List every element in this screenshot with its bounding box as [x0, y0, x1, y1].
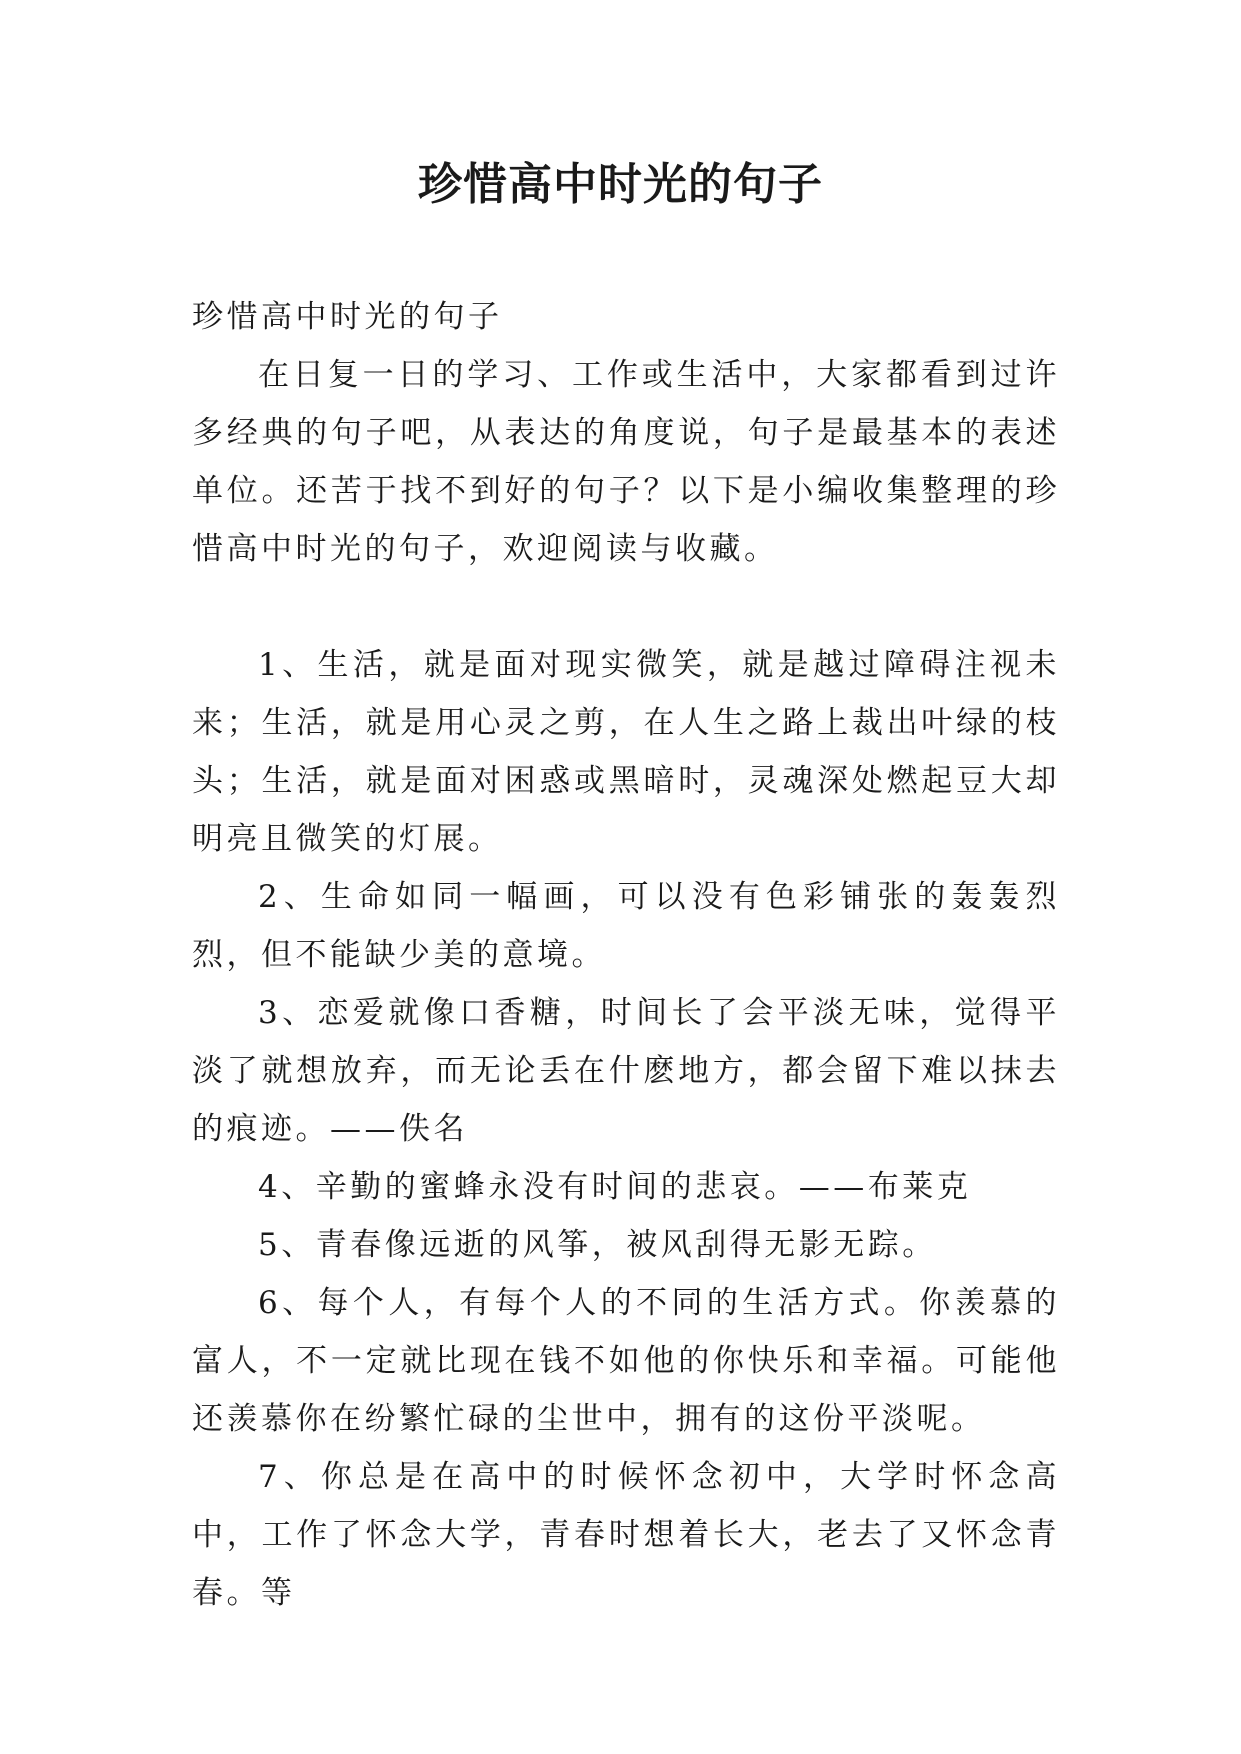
- subtitle-line: 珍惜高中时光的句子: [192, 299, 503, 335]
- quote-item-6: 6、每个人，有每个人的不同的生活方式。你羡慕的富人，不一定就比现在钱不如他的你快乐和幸福。可能他还羡慕你在纷繁忙碌的尘世中，拥有的这份平淡呢。: [192, 1285, 1060, 1437]
- document-title: 珍惜高中时光的句子: [418, 159, 823, 210]
- document-body: [192, 288, 1060, 1622]
- quote-item-1: 1、生活，就是面对现实微笑，就是越过障碍注视未来；生活，就是用心灵之剪，在人生之路上裁出叶绿的枝头；生活，就是面对困惑或黑暗时，灵魂深处燃起豆大却明亮且微笑的灯展。: [192, 647, 1060, 857]
- intro-paragraph: 在日复一日的学习、工作或生活中，大家都看到过许多经典的句子吧，从表达的角度说，句子是最基本的表述单位。还苦于找不到好的句子？以下是小编收集整理的珍惜高中时光的句子，欢迎阅读与收藏。: [192, 357, 1060, 567]
- quote-item-2: 2、生命如同一幅画，可以没有色彩铺张的轰轰烈烈，但不能缺少美的意境。: [192, 879, 1060, 973]
- quote-item-4: 4、辛勤的蜜蜂永没有时间的悲哀。——布莱克: [258, 1169, 972, 1205]
- quote-item-5: 5、青春像远逝的风筝，被风刮得无影无踪。: [258, 1227, 937, 1263]
- quote-item-3: 3、恋爱就像口香糖，时间长了会平淡无味，觉得平淡了就想放弃，而无论丢在什麽地方，都会留下难以抹去的痕迹。——佚名: [192, 995, 1060, 1147]
- quote-item-7: 7、你总是在高中的时候怀念初中，大学时怀念高中，工作了怀念大学，青春时想着长大，老去了又怀念青春。等: [192, 1459, 1060, 1611]
- paragraph-spacer: [192, 578, 1060, 636]
